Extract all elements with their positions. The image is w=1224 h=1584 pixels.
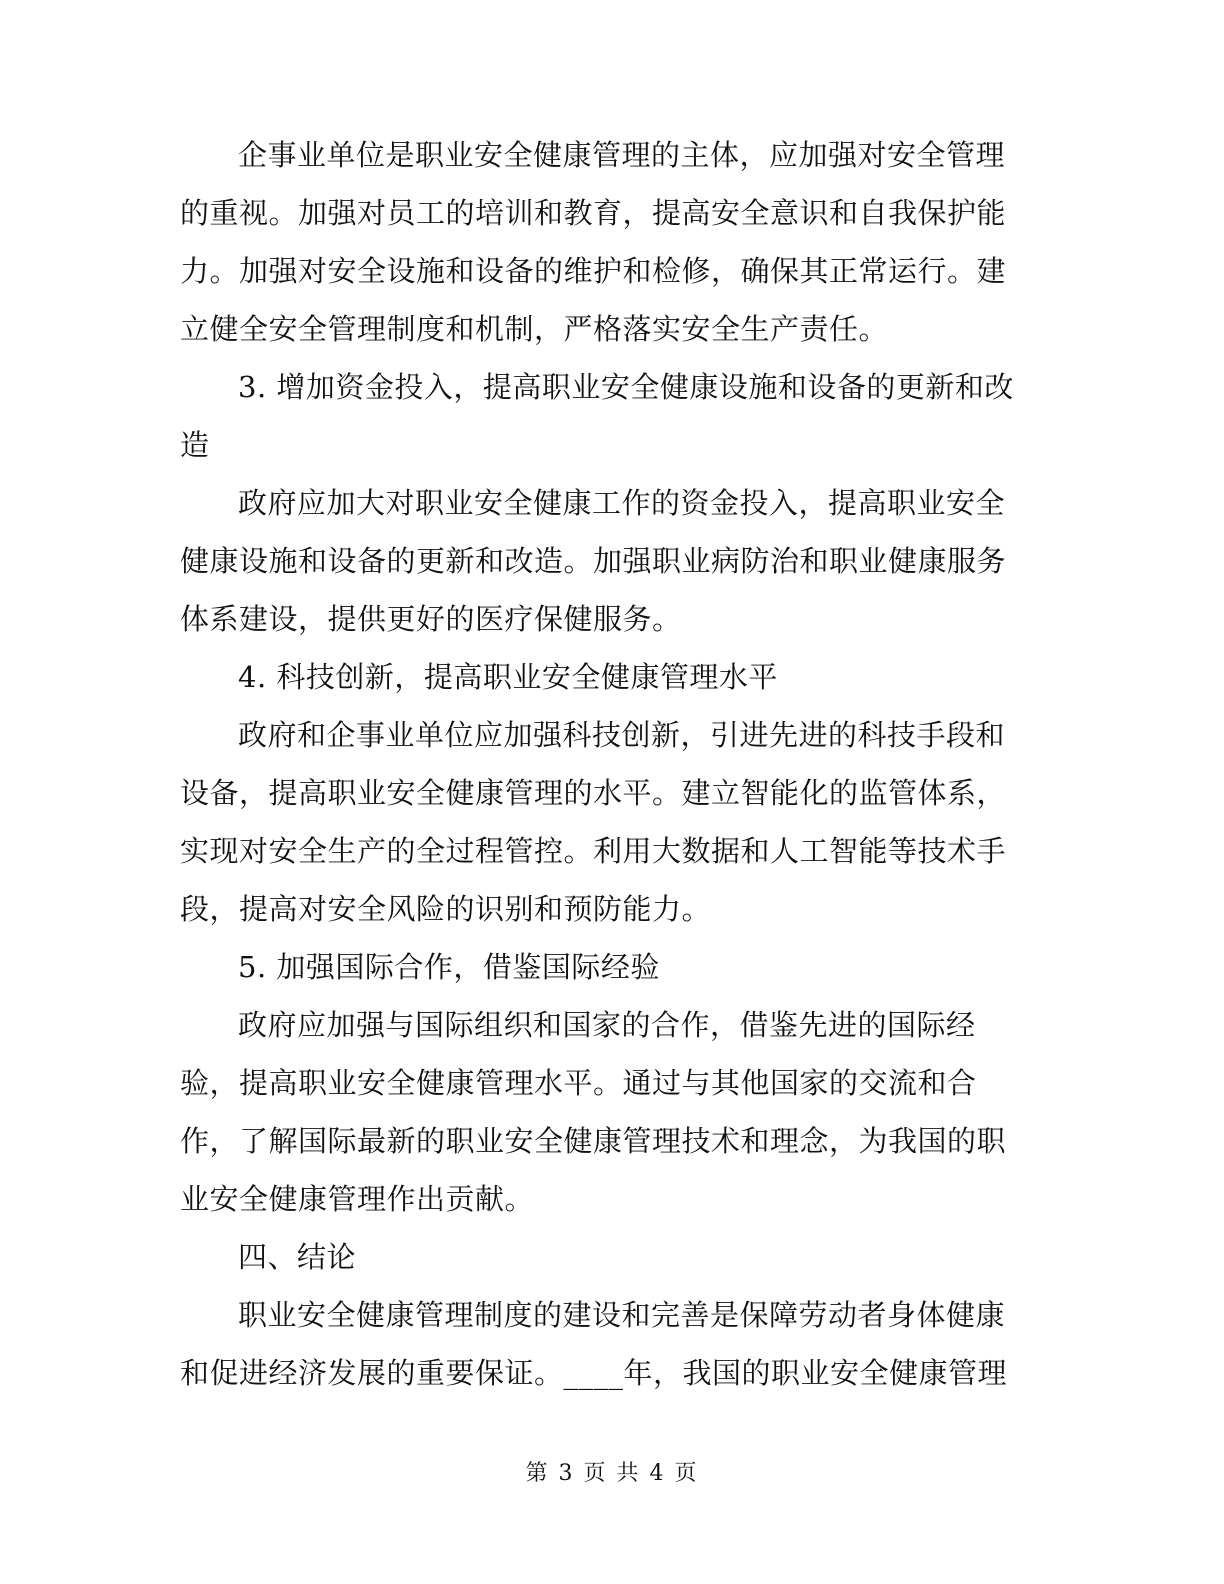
- paragraph-line: 职业安全健康管理制度的建设和完善是保障劳动者身体健康: [238, 1298, 1006, 1332]
- section-heading: 5. 加强国际合作，借鉴国际经验: [238, 950, 660, 984]
- paragraph-line: 体系建设，提供更好的医疗保健服务。: [180, 602, 682, 636]
- conclusion-heading: 四、结论: [238, 1240, 357, 1274]
- paragraph-line: 的重视。加强对员工的培训和教育，提高安全意识和自我保护能: [180, 196, 1007, 230]
- paragraph-line: 作，了解国际最新的职业安全健康管理技术和理念，为我国的职: [180, 1124, 1007, 1158]
- paragraph-line: 和促进经济发展的重要保证。____年，我国的职业安全健康管理: [180, 1356, 1008, 1390]
- section-heading: 3. 增加资金投入，提高职业安全健康设施和设备的更新和改: [238, 370, 1014, 404]
- paragraph-line: 企事业单位是职业安全健康管理的主体，应加强对安全管理: [238, 138, 1006, 172]
- paragraph-line: 健康设施和设备的更新和改造。加强职业病防治和职业健康服务: [180, 544, 1007, 578]
- paragraph-line: 力。加强对安全设施和设备的维护和检修，确保其正常运行。建: [180, 254, 1007, 288]
- paragraph-line: 政府和企事业单位应加强科技创新，引进先进的科技手段和: [238, 718, 1006, 752]
- section-heading: 4. 科技创新，提高职业安全健康管理水平: [238, 660, 778, 694]
- section-heading-continued: 造: [180, 428, 210, 462]
- paragraph-line: 业安全健康管理作出贡献。: [180, 1182, 535, 1216]
- paragraph-line: 政府应加强与国际组织和国家的合作，借鉴先进的国际经: [238, 1008, 976, 1042]
- page-number-footer: 第 3 页 共 4 页: [525, 1461, 699, 1486]
- paragraph-line: 验，提高职业安全健康管理水平。通过与其他国家的交流和合: [180, 1066, 977, 1100]
- paragraph-line: 段，提高对安全风险的识别和预防能力。: [180, 892, 712, 926]
- paragraph-line: 政府应加大对职业安全健康工作的资金投入，提高职业安全: [238, 486, 1006, 520]
- paragraph-line: 设备，提高职业安全健康管理的水平。建立智能化的监管体系，: [180, 776, 1007, 810]
- paragraph-line: 实现对安全生产的全过程管控。利用大数据和人工智能等技术手: [180, 834, 1007, 868]
- paragraph-line: 立健全安全管理制度和机制，严格落实安全生产责任。: [180, 312, 889, 346]
